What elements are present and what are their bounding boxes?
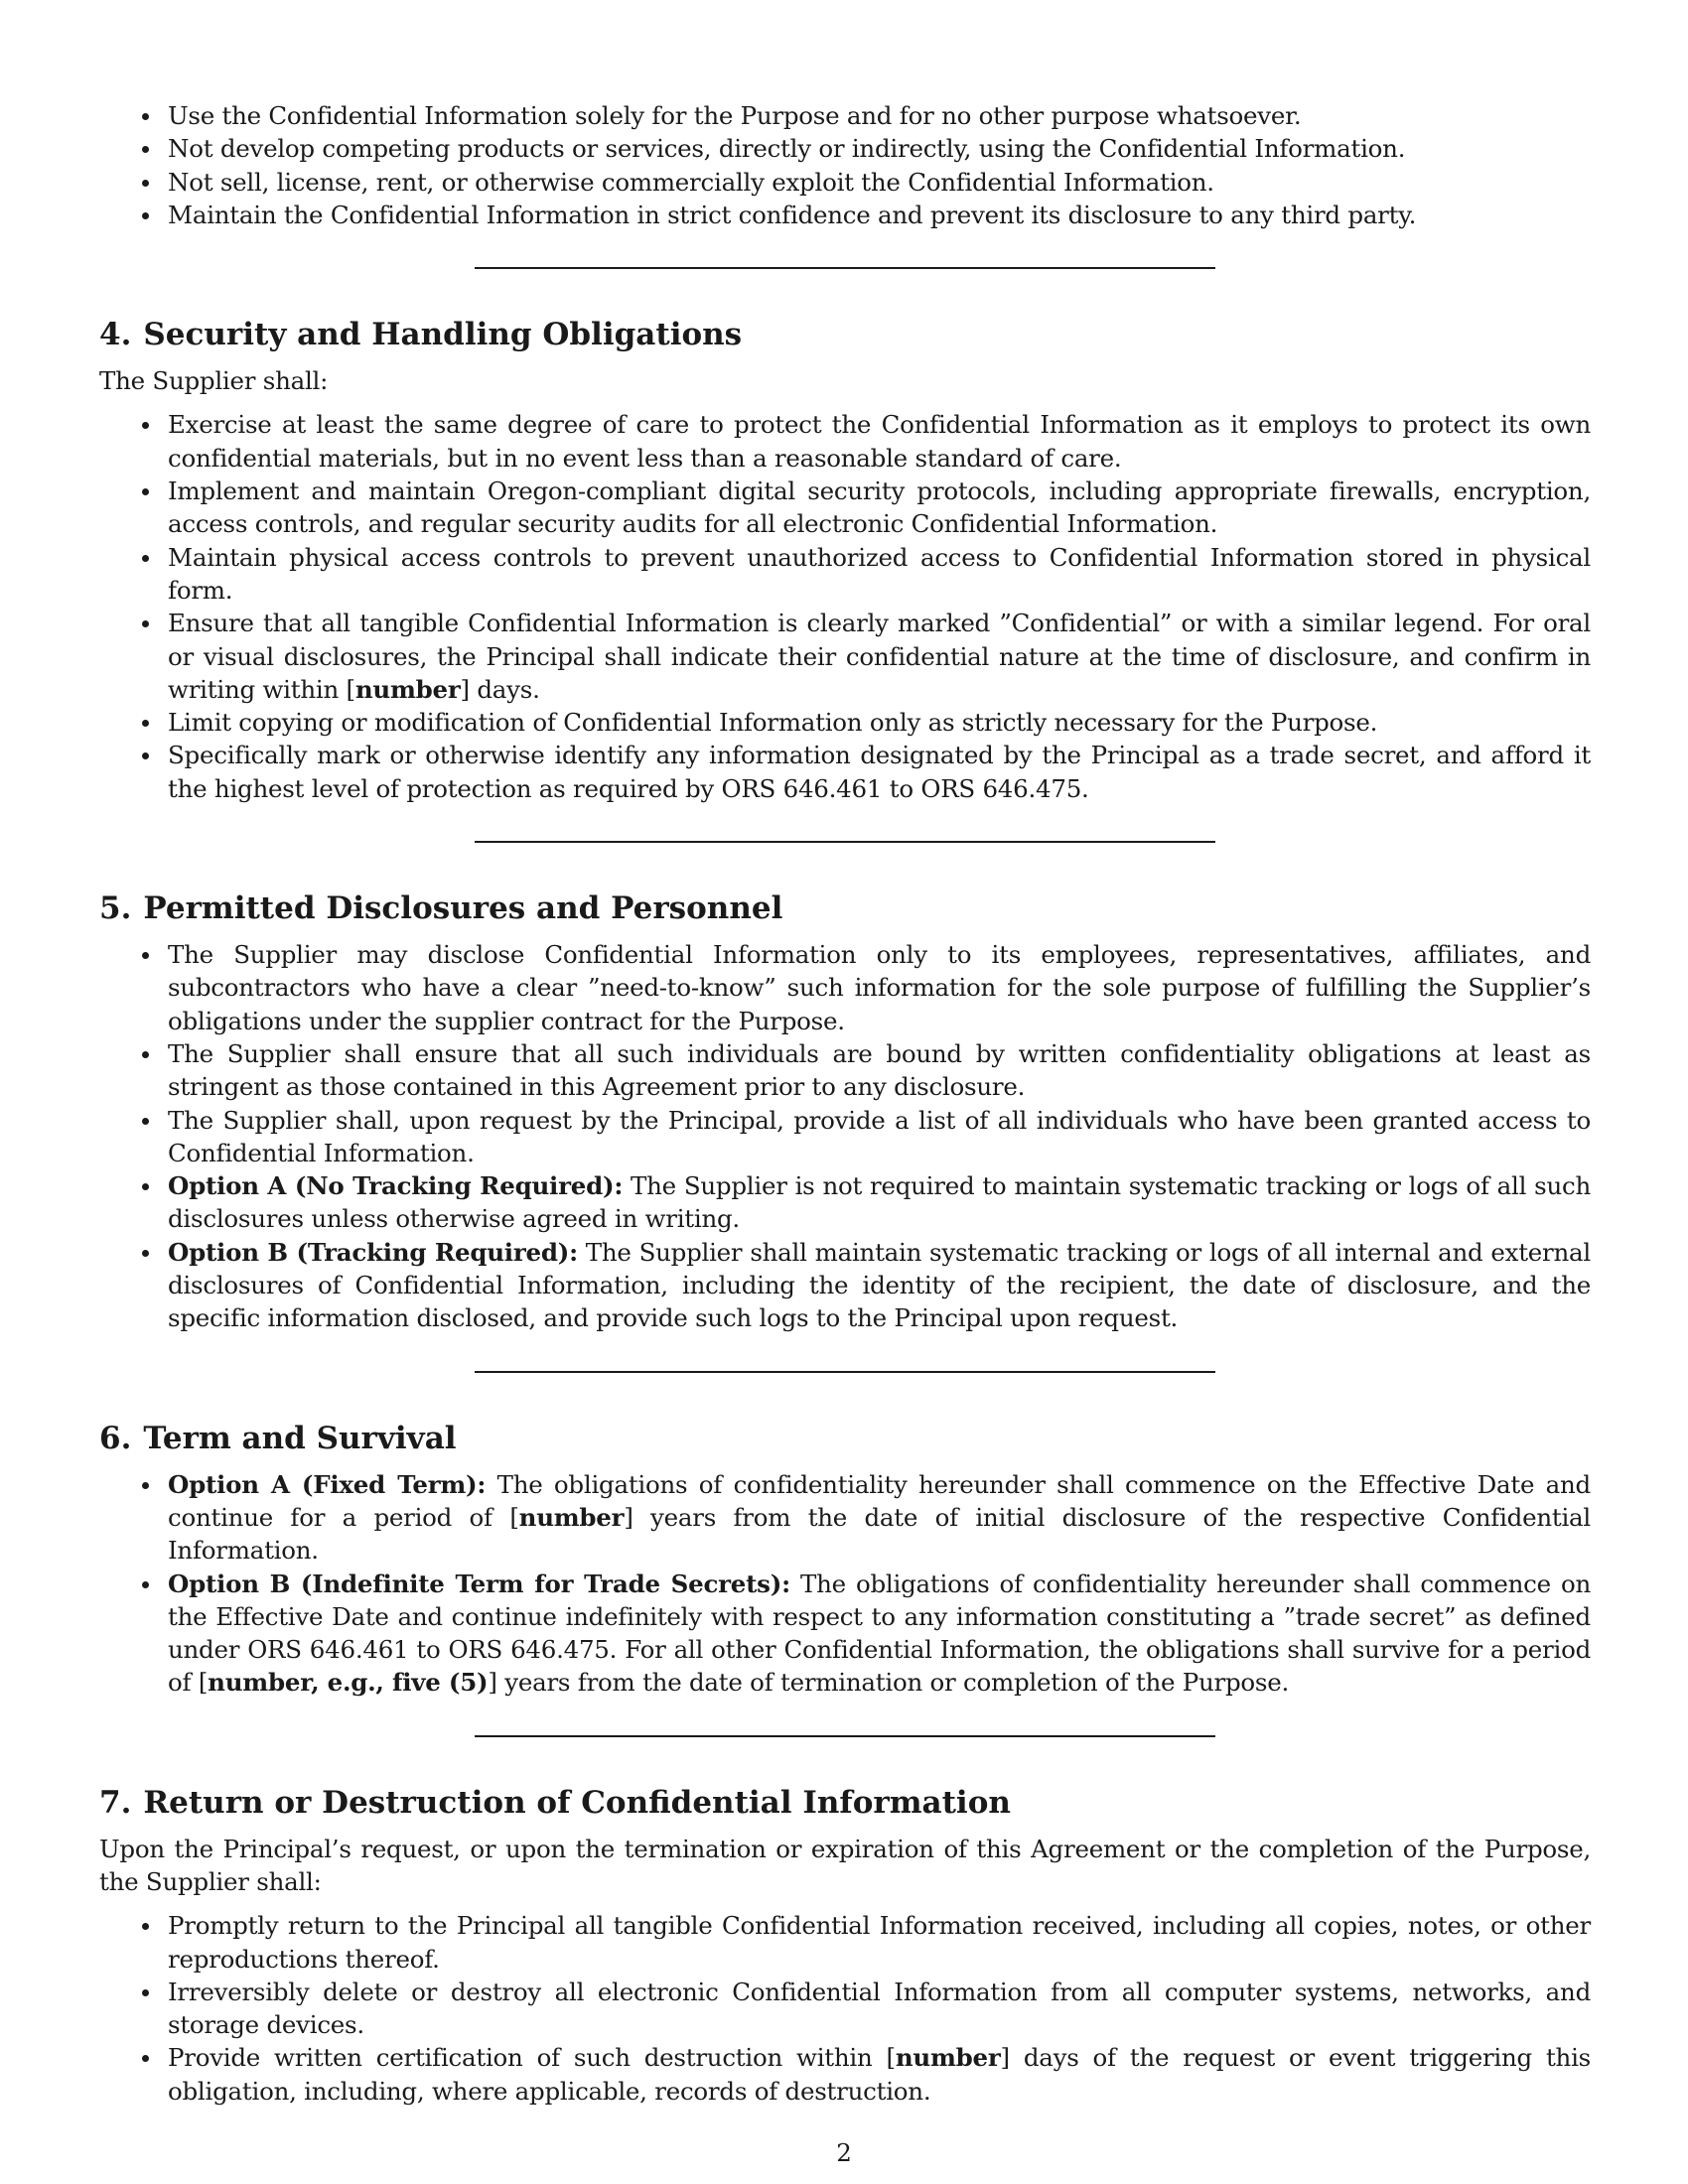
list-item: Maintain physical access controls to prevent unauthorized access to Confidential Information stored in physical form. xyxy=(168,541,1591,608)
list-item: Provide written certification of such destruction within [number] days of the request or event triggering this obligation, including, where applicable, records of destruction. xyxy=(168,2041,1591,2108)
section-divider xyxy=(475,1735,1215,1737)
document-page xyxy=(99,99,1591,2108)
placeholder-field: number xyxy=(354,674,461,704)
list-item: Not develop competing products or services, directly or indirectly, using the Confidential Information. xyxy=(168,132,1591,165)
section-intro: The Supplier shall: xyxy=(99,366,329,396)
list-item: Implement and maintain Oregon-compliant digital security protocols, including appropriate firewalls, encryption, access controls, and regular security audits for all electronic Confidential Information. xyxy=(168,475,1591,541)
list-item: Limit copying or modification of Confidential Information only as strictly necessary for the Purpose. xyxy=(168,706,1591,739)
section-divider xyxy=(475,841,1215,843)
list-item: Not sell, license, rent, or otherwise commercially exploit the Confidential Information. xyxy=(168,166,1591,199)
section-heading-4: 4. Security and Handling Obligations xyxy=(99,317,743,353)
section-divider xyxy=(475,267,1215,269)
obligations-list xyxy=(99,99,1591,231)
list-item: Exercise at least the same degree of care to protect the Confidential Information as it employs to protect its own confidential materials, but in no event less than a reasonable standard of care. xyxy=(168,408,1591,475)
list-item: The Supplier shall ensure that all such individuals are bound by written confidentiality obligations at least as stringent as those contained in this Agreement prior to any disclosure. xyxy=(168,1037,1591,1104)
section-heading-5: 5. Permitted Disclosures and Personnel xyxy=(99,890,783,927)
page-number: 2 xyxy=(836,2138,852,2167)
section-heading-7: 7. Return or Destruction of Confidential Information xyxy=(99,1784,1011,1821)
list-item-option-a: Option A (No Tracking Required): The Supplier is not required to maintain systematic tracking or logs of all such disclosures unless otherwise agreed in writing. xyxy=(168,1169,1591,1236)
list-item: Maintain the Confidential Information in strict confidence and prevent its disclosure to any third party. xyxy=(168,199,1591,231)
list-item: Use the Confidential Information solely for the Purpose and for no other purpose whatsoever. xyxy=(168,99,1591,132)
permitted-disclosures-list xyxy=(99,938,1591,1335)
placeholder-field: number xyxy=(518,1502,625,1532)
list-item: Promptly return to the Principal all tangible Confidential Information received, including all copies, notes, or other reproductions thereof. xyxy=(168,1909,1591,1976)
placeholder-field: number, e.g., five (5) xyxy=(208,1668,489,1698)
list-item: Ensure that all tangible Confidential Information is clearly marked ”Confidential” or with a similar legend. For oral or visual disclosures, the Principal shall indicate their confidential nature at the time of disclosure, and confirm in writing within [number] days. xyxy=(168,607,1591,706)
list-item: Irreversibly delete or destroy all electronic Confidential Information from all computer systems, networks, and storage devices. xyxy=(168,1976,1591,2042)
list-item-option-b: Option B (Tracking Required): The Supplier shall maintain systematic tracking or logs of all internal and external disclosures of Confidential Information, including the identity of the recipient, the date of disclosure, and the specific information disclosed, and provide such logs to the Principal upon request. xyxy=(168,1236,1591,1335)
return-destruction-list xyxy=(99,1909,1591,2108)
section-divider xyxy=(475,1371,1215,1373)
section-intro: Upon the Principal’s request, or upon the termination or expiration of this Agreement or the completion of the Purpose, the Supplier shall: xyxy=(99,1834,1591,1896)
list-item: The Supplier may disclose Confidential Information only to its employees, representatives, affiliates, and subcontractors who have a clear ”need-to-know” such information for the sole purpose of fulfilling the Supplier’s obligations under the supplier contract for the Purpose. xyxy=(168,938,1591,1037)
list-item-option-a: Option A (Fixed Term): The obligations of confidentiality hereunder shall commence on the Effective Date and continue for a period of [number] years from the date of initial disclosure of the respective Confidential Information. xyxy=(168,1468,1591,1568)
term-options-list xyxy=(99,1468,1591,1700)
list-item: Specifically mark or otherwise identify any information designated by the Principal as a trade secret, and afford it the highest level of protection as required by ORS 646.461 to ORS 646.475. xyxy=(168,739,1591,805)
list-item-option-b: Option B (Indefinite Term for Trade Secrets): The obligations of confidentiality hereunder shall commence on the Effective Date and continue indefinitely with respect to any information constituting a ”trade secret” as defined under ORS 646.461 to ORS 646.475. For all other Confidential Information, the obligations shall survive for a period of [number, e.g., five (5)] years from the date of termination or completion of the Purpose. xyxy=(168,1568,1591,1700)
placeholder-field: number xyxy=(895,2043,1001,2073)
list-item: The Supplier shall, upon request by the Principal, provide a list of all individuals who have been granted access to Confidential Information. xyxy=(168,1104,1591,1170)
section-heading-6: 6. Term and Survival xyxy=(99,1420,457,1456)
security-obligations-list xyxy=(99,408,1591,805)
